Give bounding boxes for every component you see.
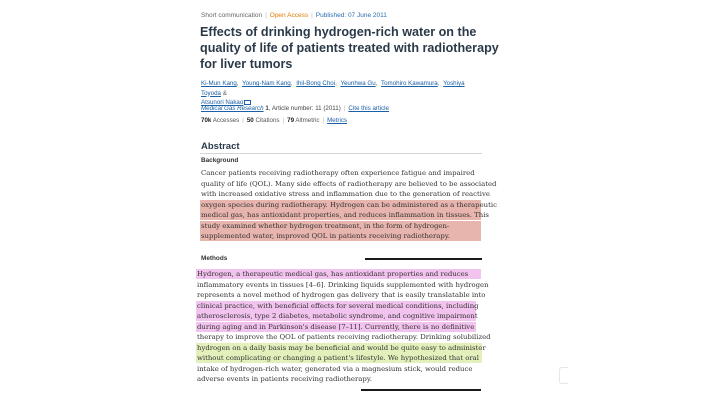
- journal-name-link[interactable]: Medical Gas Research: [201, 105, 264, 112]
- scroll-handle[interactable]: [559, 367, 568, 384]
- author-link[interactable]: Young-Nam Kang: [242, 80, 291, 87]
- text-line: represents a novel method of hydrogen gas delivery that is easily translatable into: [197, 291, 486, 299]
- highlighted-line: during aging and in Parkinson's disease [7–11]. Currently, there is no definitive: [197, 322, 475, 331]
- author-link[interactable]: Ihil-Bong Choi: [296, 80, 336, 87]
- text-line: Cancer patients receiving radiotherapy often experience fatigue and impaired: [201, 169, 475, 177]
- open-access-badge: Open Access: [269, 12, 309, 19]
- author-list: Ki-Mun Kang, Young-Nam Kang, Ihil-Bong Choi, Yeunhwa Gu, Tomohiro Kawamura, Yoshiya Toyoda & Atsunori Nakao: [201, 80, 465, 106]
- text-line: inflammatory events in tissues [4–6]. Drinking liquids supplemented with hydrogen: [197, 280, 489, 289]
- author-joiner: &: [222, 89, 227, 97]
- text-line: therapy to improve the QOL of patients receiving radiotherapy. Drinking solubilized: [197, 333, 491, 341]
- text-line: quality of life (QOL). Many side effects of radiotherapy are believed to be associated: [201, 179, 497, 188]
- article-number: , Article number: 11 (2011): [268, 105, 341, 112]
- section-divider: [200, 153, 482, 154]
- altmetric-label: Altmetric: [295, 117, 320, 124]
- highlighted-line: supplemented water, improved QOL in patients receiving radiotherapy.: [200, 231, 481, 241]
- highlighted-line: hydrogen on a daily basis may be beneficial and would be quite easy to administer: [197, 343, 486, 352]
- article-title: Effects of drinking hydrogen-rich water on the quality of life of patients treated with radiotherapy for liver tumors: [200, 25, 499, 71]
- background-heading: Background: [201, 157, 239, 164]
- methods-paragraph: [196, 269, 491, 387]
- accesses-count: 70k: [201, 117, 212, 124]
- ink-underline-mark: [361, 389, 481, 391]
- author-link[interactable]: Ki-Mun Kang: [201, 80, 237, 87]
- ink-underline-mark: [365, 258, 482, 260]
- published-date: Published: 07 June 2011: [315, 12, 387, 19]
- author-link[interactable]: Tomohiro Kawamura: [381, 80, 438, 87]
- text-line: intake of hydrogen-rich water, generated via a magnesium stick, would reduce: [197, 364, 473, 373]
- author-link[interactable]: Yoshiya Toyoda: [201, 80, 465, 97]
- accesses-label: Accesses: [212, 117, 240, 124]
- article-metrics: 70k Accesses | 50 Citations | 79 Altmetric | Metrics: [201, 117, 348, 124]
- highlighted-line: oxygen species during radiotherapy. Hydrogen can be administered as a therapeutic: [201, 200, 497, 209]
- cite-this-article-link[interactable]: Cite this article: [348, 105, 389, 112]
- author-link[interactable]: Yeunhwa Gu: [340, 80, 376, 87]
- highlighted-line: atherosclerosis, type 2 diabetes, metabolic syndrome, and cognitive impairment: [197, 312, 478, 320]
- background-paragraph: [200, 168, 497, 244]
- article-type: Short communication: [201, 12, 263, 19]
- metrics-link[interactable]: Metrics: [327, 117, 348, 124]
- highlighted-line: clinical practice, with beneficial effects for several medical conditions, including: [197, 301, 479, 310]
- altmetric-score: 79: [287, 117, 295, 124]
- citations-count: 50: [246, 117, 254, 124]
- highlighted-line: without complicating or changing a patient's lifestyle. We hypothesized that oral: [196, 353, 482, 363]
- text-line: adverse events in patients receiving radiotherapy.: [197, 375, 372, 383]
- author-link[interactable]: Atsunori Nakao: [201, 99, 244, 106]
- methods-heading: Methods: [201, 255, 228, 262]
- highlighted-line: study examined whether hydrogen treatment, in the form of hydrogen-: [200, 221, 481, 231]
- abstract-heading: Abstract: [201, 141, 240, 152]
- highlighted-line: medical gas, has antioxidant properties, and reduces inflammation in tissues. This: [201, 211, 489, 219]
- journal-citation: Medical Gas Research 1, Article number: 11 (2011) | Cite this article: [201, 105, 389, 112]
- text-line: with increased oxidative stress and inflammation due to the generation of reactive: [201, 190, 490, 198]
- journal-volume: 1: [265, 105, 269, 112]
- citations-label: Citations: [255, 117, 280, 124]
- highlighted-line: Hydrogen, a therapeutic medical gas, has antioxidant properties and reduces: [196, 269, 481, 279]
- article-meta-line: Short communication | Open Access | Published: 07 June 2011: [201, 12, 387, 19]
